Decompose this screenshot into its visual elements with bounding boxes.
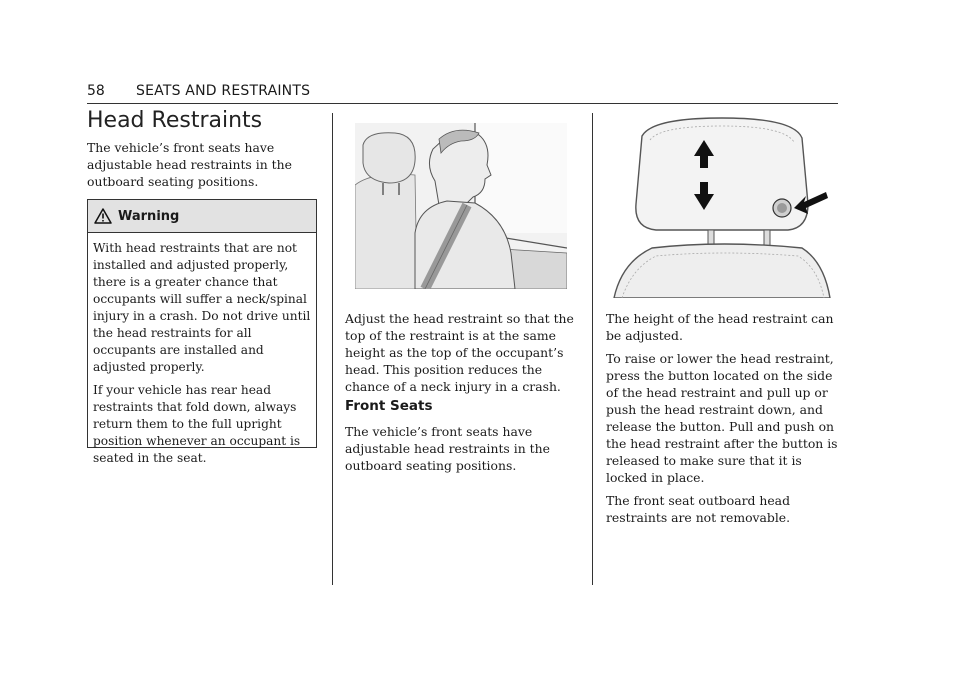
intro-paragraph: The vehicle’s front seats have adjustable head restraints in the outboard seating positions. <box>87 140 292 189</box>
subheading-front-seats: Front Seats <box>345 398 433 414</box>
height-text-block <box>606 310 838 532</box>
warning-paragraph-2: If your vehicle has rear head restraints that fold down, always return them to the full upright position whenever an occupant is seated in the seat. <box>93 383 301 465</box>
warning-box <box>87 199 317 465</box>
front-seats-paragraph: The vehicle’s front seats have adjustable head restraints in the outboard seating positions. <box>345 424 550 473</box>
adjust-paragraph: Adjust the head restraint so that the top of the restraint is at the same height as the top of the occupant’s head. This position reduces the chance of a neck injury in a crash. <box>345 311 574 394</box>
column-divider-left <box>332 113 333 585</box>
height-paragraph-3: The front seat outboard head restraints are not removable. <box>606 493 791 525</box>
page-number: 58 <box>87 83 105 99</box>
occupant-head-restraint-illustration <box>355 123 567 289</box>
front-seats-text-block <box>345 423 575 474</box>
section-title: SEATS AND RESTRAINTS <box>136 83 311 99</box>
adjust-text-block <box>345 310 575 395</box>
warning-body <box>88 233 316 467</box>
warning-paragraph-1: With head restraints that are not installed and adjusted properly, there is a greater chance that occupants will suffer a neck/spinal injury in a crash. Do not drive until the head restraints for all occupants are installed and adjusted properly. <box>93 241 311 374</box>
warning-header <box>88 200 316 233</box>
column-divider-right <box>592 113 593 585</box>
page-title: Head Restraints <box>87 108 263 133</box>
warning-triangle-icon <box>94 208 112 224</box>
height-paragraph-1: The height of the head restraint can be adjusted. <box>606 311 834 343</box>
head-restraint-adjust-illustration <box>612 116 834 298</box>
height-paragraph-2: To raise or lower the head restraint, press the button located on the side of the head restraint and pull up or push the head restraint down, and release the button. Pull and push on the head restraint after the button is released to make sure that it is locked in place. <box>606 351 838 485</box>
intro-text-block <box>87 139 317 190</box>
warning-label: Warning <box>118 208 180 224</box>
page-header <box>87 83 838 104</box>
